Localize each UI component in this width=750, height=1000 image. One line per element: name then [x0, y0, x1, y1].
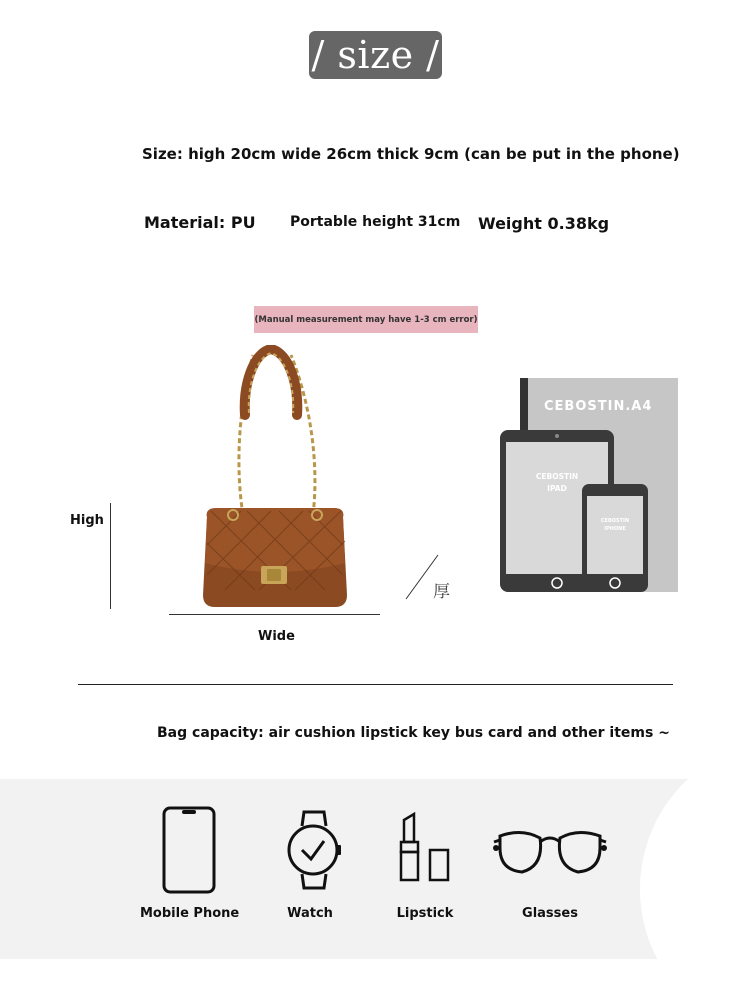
- ipad-label-1: CEBOSTIN: [535, 472, 579, 481]
- size-header-badge: / size /: [309, 31, 442, 79]
- phone-label-1: CEBOSTIN: [600, 518, 630, 524]
- handbag-image: [195, 345, 355, 610]
- high-label: High: [70, 513, 104, 528]
- capacity-items-band: [0, 779, 750, 959]
- item-label-lipstick: Lipstick: [396, 906, 454, 921]
- ipad-label-2: IPAD: [547, 484, 567, 493]
- item-label-glasses: Glasses: [522, 906, 578, 921]
- item-label-watch: Watch: [287, 906, 333, 921]
- thick-label: 厚: [433, 582, 450, 602]
- lipstick-icon: [398, 812, 454, 884]
- measurement-note: (Manual measurement may have 1-3 cm error): [254, 306, 478, 333]
- item-label-mobile-phone: Mobile Phone: [140, 906, 240, 921]
- watch-icon: [284, 808, 344, 892]
- mobile-phone-icon: [162, 806, 216, 894]
- wide-label: Wide: [258, 629, 295, 644]
- high-dimension-line: [110, 503, 111, 609]
- section-divider: [78, 684, 673, 685]
- size-reference-devices: [498, 376, 680, 594]
- wide-dimension-line: [169, 614, 380, 615]
- portable-height-spec: Portable height 31cm: [290, 214, 461, 230]
- bag-capacity-text: Bag capacity: air cushion lipstick key bus card and other items ~: [157, 725, 670, 741]
- material-spec: Material: PU: [144, 213, 256, 232]
- phone-label-2: IPHONE: [604, 526, 626, 532]
- glasses-icon: [492, 826, 608, 878]
- a4-label: CEBOSTIN.A4: [544, 399, 653, 414]
- weight-spec: Weight 0.38kg: [478, 214, 610, 233]
- size-spec-line: Size: high 20cm wide 26cm thick 9cm (can be put in the phone): [142, 145, 680, 163]
